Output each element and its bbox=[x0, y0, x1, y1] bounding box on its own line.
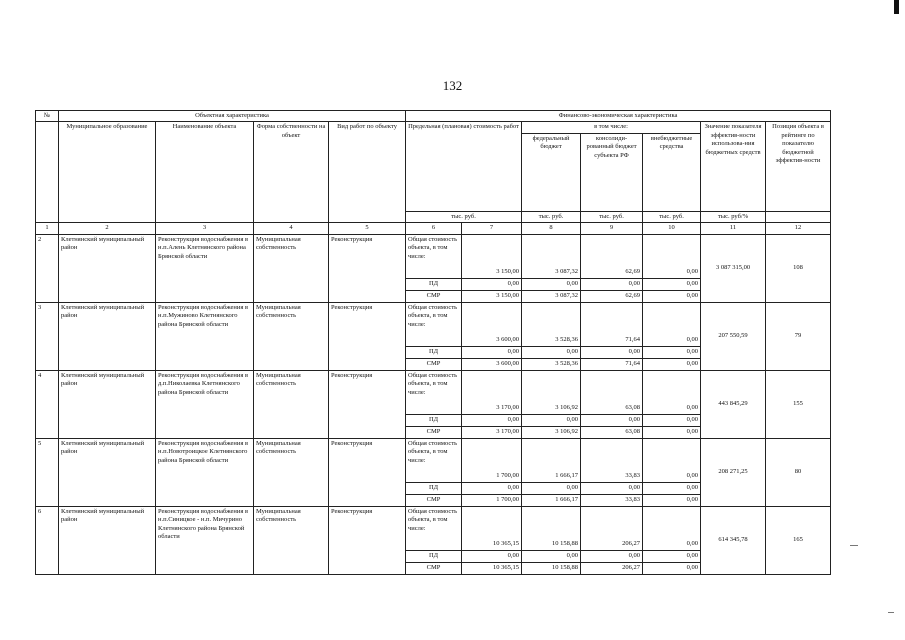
total-cost-value: 3 106,92 bbox=[522, 370, 581, 414]
row-number: 4 bbox=[36, 370, 59, 438]
smr-value: 1 666,17 bbox=[522, 494, 581, 506]
total-cost-value: 3 600,00 bbox=[462, 302, 522, 346]
ownership-cell: Муниципальная собственность bbox=[254, 506, 329, 574]
total-cost-value: 0,00 bbox=[643, 234, 701, 278]
column-number: 6 bbox=[406, 223, 462, 234]
scan-edge-mark bbox=[894, 0, 899, 14]
header-consolidated: консолиди-рованный бюджет субъекта РФ bbox=[581, 133, 643, 211]
smr-value: 0,00 bbox=[643, 290, 701, 302]
ownership-cell: Муниципальная собственность bbox=[254, 302, 329, 370]
header-num: № bbox=[36, 111, 59, 122]
work-type-cell: Реконструкция bbox=[329, 234, 406, 302]
header-object-group: Объектная характеристика bbox=[59, 111, 406, 122]
column-number: 12 bbox=[766, 223, 831, 234]
column-number: 8 bbox=[522, 223, 581, 234]
pd-value: 0,00 bbox=[643, 346, 701, 358]
column-number: 1 bbox=[36, 223, 59, 234]
pd-value: 0,00 bbox=[581, 346, 643, 358]
header-efficiency: Значение показателя эффектив-ности использова-ния бюджетных средств bbox=[701, 122, 766, 211]
table-row bbox=[36, 234, 831, 278]
pd-value: 0,00 bbox=[643, 482, 701, 494]
smr-value: 33,83 bbox=[581, 494, 643, 506]
municipality-cell: Клетнянский муниципальный район bbox=[59, 302, 156, 370]
smr-value: 0,00 bbox=[643, 494, 701, 506]
column-number: 4 bbox=[254, 223, 329, 234]
total-cost-value: 62,69 bbox=[581, 234, 643, 278]
unit-federal: тыс. руб. bbox=[522, 211, 581, 222]
efficiency-value: 614 345,78 bbox=[701, 506, 766, 574]
smr-value: 0,00 bbox=[643, 426, 701, 438]
column-number: 10 bbox=[643, 223, 701, 234]
municipality-cell: Клетнянский муниципальный район bbox=[59, 234, 156, 302]
pd-value: 0,00 bbox=[581, 414, 643, 426]
smr-value: 3 106,92 bbox=[522, 426, 581, 438]
pd-label: ПД bbox=[406, 278, 462, 290]
total-cost-label: Общая стоимость объекта, в том числе: bbox=[406, 370, 462, 414]
total-cost-value: 33,83 bbox=[581, 438, 643, 482]
pd-value: 0,00 bbox=[522, 482, 581, 494]
object-name-cell: Реконструкция водоснабжения в д.п.Николаевка Клетнянского района Брянской области bbox=[156, 370, 254, 438]
unit-efficiency: тыс. руб/% bbox=[701, 211, 766, 222]
work-type-cell: Реконструкция bbox=[329, 506, 406, 574]
smr-value: 0,00 bbox=[643, 358, 701, 370]
row-number: 3 bbox=[36, 302, 59, 370]
pd-value: 0,00 bbox=[581, 550, 643, 562]
total-cost-value: 3 528,36 bbox=[522, 302, 581, 346]
unit-consolidated: тыс. руб. bbox=[581, 211, 643, 222]
total-cost-value: 0,00 bbox=[643, 438, 701, 482]
smr-value: 0,00 bbox=[643, 562, 701, 574]
total-cost-label: Общая стоимость объекта, в том числе: bbox=[406, 506, 462, 550]
pd-value: 0,00 bbox=[462, 414, 522, 426]
unit-extrabudget: тыс. руб. bbox=[643, 211, 701, 222]
total-cost-value: 0,00 bbox=[643, 370, 701, 414]
pd-value: 0,00 bbox=[522, 550, 581, 562]
column-number: 7 bbox=[462, 223, 522, 234]
table-row bbox=[36, 302, 831, 346]
total-cost-value: 206,27 bbox=[581, 506, 643, 550]
row-number: 2 bbox=[36, 234, 59, 302]
pd-value: 0,00 bbox=[462, 346, 522, 358]
header-municipality: Муниципальное образование bbox=[59, 122, 156, 223]
pd-value: 0,00 bbox=[522, 346, 581, 358]
pd-value: 0,00 bbox=[643, 550, 701, 562]
header-object-name: Наименование объекта bbox=[156, 122, 254, 223]
efficiency-value: 443 845,29 bbox=[701, 370, 766, 438]
smr-label: СМР bbox=[406, 494, 462, 506]
header-cost: Предельная (плановая) стоимость работ bbox=[406, 122, 522, 211]
smr-value: 3 087,32 bbox=[522, 290, 581, 302]
total-cost-value: 0,00 bbox=[643, 302, 701, 346]
ownership-cell: Муниципальная собственность bbox=[254, 234, 329, 302]
work-type-cell: Реконструкция bbox=[329, 370, 406, 438]
pd-label: ПД bbox=[406, 346, 462, 358]
total-cost-value: 3 170,00 bbox=[462, 370, 522, 414]
smr-value: 3 528,36 bbox=[522, 358, 581, 370]
header-finance-group: Финансово-экономическая характеристика bbox=[406, 111, 831, 122]
ownership-cell: Муниципальная собственность bbox=[254, 438, 329, 506]
header-extrabudget: внебюджетные средства bbox=[643, 133, 701, 211]
unit-cost: тыс. руб. bbox=[406, 211, 522, 222]
scan-speck bbox=[888, 612, 894, 613]
pd-value: 0,00 bbox=[581, 278, 643, 290]
pd-label: ПД bbox=[406, 550, 462, 562]
investment-table bbox=[35, 110, 831, 575]
page-number: 132 bbox=[442, 78, 463, 93]
header-rank: Позиция объекта в рейтинге по показателю бюджетной эффектив-ности bbox=[766, 122, 831, 211]
column-number: 2 bbox=[59, 223, 156, 234]
pd-value: 0,00 bbox=[581, 482, 643, 494]
smr-value: 10 365,15 bbox=[462, 562, 522, 574]
total-cost-value: 3 150,00 bbox=[462, 234, 522, 278]
efficiency-value: 207 550,59 bbox=[701, 302, 766, 370]
total-cost-value: 71,64 bbox=[581, 302, 643, 346]
row-number: 5 bbox=[36, 438, 59, 506]
object-name-cell: Реконструкция водоснабжения в н.п.Новотроицкое Клетнянского района Брянской области bbox=[156, 438, 254, 506]
total-cost-label: Общая стоимость объекта, в том числе: bbox=[406, 234, 462, 278]
object-name-cell: Реконструкция водоснабжения в н.п.Мужиново Клетнянского района Брянской области bbox=[156, 302, 254, 370]
pd-value: 0,00 bbox=[462, 482, 522, 494]
smr-label: СМР bbox=[406, 290, 462, 302]
rank-value: 165 bbox=[766, 506, 831, 574]
total-cost-value: 1 666,17 bbox=[522, 438, 581, 482]
pd-value: 0,00 bbox=[522, 278, 581, 290]
municipality-cell: Клетнянский муниципальный район bbox=[59, 370, 156, 438]
work-type-cell: Реконструкция bbox=[329, 438, 406, 506]
scan-speck bbox=[850, 545, 858, 546]
pd-value: 0,00 bbox=[643, 278, 701, 290]
total-cost-value: 10 158,88 bbox=[522, 506, 581, 550]
rank-value: 79 bbox=[766, 302, 831, 370]
table-row bbox=[36, 438, 831, 482]
smr-value: 71,64 bbox=[581, 358, 643, 370]
efficiency-value: 3 087 315,00 bbox=[701, 234, 766, 302]
total-cost-label: Общая стоимость объекта, в том числе: bbox=[406, 302, 462, 346]
pd-value: 0,00 bbox=[522, 414, 581, 426]
municipality-cell: Клетнянский муниципальный район bbox=[59, 506, 156, 574]
object-name-cell: Реконструкция водоснабжения в н.п.Синицкое - н.п. Мичурино Клетнянского района Брянской области bbox=[156, 506, 254, 574]
smr-value: 3 600,00 bbox=[462, 358, 522, 370]
smr-value: 62,69 bbox=[581, 290, 643, 302]
row-number: 6 bbox=[36, 506, 59, 574]
efficiency-value: 208 271,25 bbox=[701, 438, 766, 506]
table-row bbox=[36, 506, 831, 550]
total-cost-value: 63,08 bbox=[581, 370, 643, 414]
smr-value: 10 158,88 bbox=[522, 562, 581, 574]
smr-value: 63,08 bbox=[581, 426, 643, 438]
total-cost-value: 0,00 bbox=[643, 506, 701, 550]
header-federal: федеральный бюджет bbox=[522, 133, 581, 211]
rank-value: 155 bbox=[766, 370, 831, 438]
smr-label: СМР bbox=[406, 562, 462, 574]
municipality-cell: Клетнянский муниципальный район bbox=[59, 438, 156, 506]
column-number: 3 bbox=[156, 223, 254, 234]
pd-label: ПД bbox=[406, 414, 462, 426]
smr-value: 3 170,00 bbox=[462, 426, 522, 438]
object-name-cell: Реконструкция водоснабжения в н.п.Алень Клетнянского района Брянской области bbox=[156, 234, 254, 302]
pd-value: 0,00 bbox=[462, 278, 522, 290]
header-including: в том числе: bbox=[522, 122, 701, 133]
smr-label: СМР bbox=[406, 358, 462, 370]
total-cost-label: Общая стоимость объекта, в том числе: bbox=[406, 438, 462, 482]
rank-value: 108 bbox=[766, 234, 831, 302]
total-cost-value: 1 700,00 bbox=[462, 438, 522, 482]
column-number: 9 bbox=[581, 223, 643, 234]
smr-value: 1 700,00 bbox=[462, 494, 522, 506]
column-number: 11 bbox=[701, 223, 766, 234]
pd-value: 0,00 bbox=[643, 414, 701, 426]
total-cost-value: 10 365,15 bbox=[462, 506, 522, 550]
header-work-type: Вид работ по объекту bbox=[329, 122, 406, 223]
header-ownership: Форма собственности на объект bbox=[254, 122, 329, 223]
rank-value: 80 bbox=[766, 438, 831, 506]
smr-label: СМР bbox=[406, 426, 462, 438]
smr-value: 206,27 bbox=[581, 562, 643, 574]
pd-value: 0,00 bbox=[462, 550, 522, 562]
pd-label: ПД bbox=[406, 482, 462, 494]
ownership-cell: Муниципальная собственность bbox=[254, 370, 329, 438]
work-type-cell: Реконструкция bbox=[329, 302, 406, 370]
total-cost-value: 3 087,32 bbox=[522, 234, 581, 278]
column-number: 5 bbox=[329, 223, 406, 234]
table-row bbox=[36, 370, 831, 414]
smr-value: 3 150,00 bbox=[462, 290, 522, 302]
